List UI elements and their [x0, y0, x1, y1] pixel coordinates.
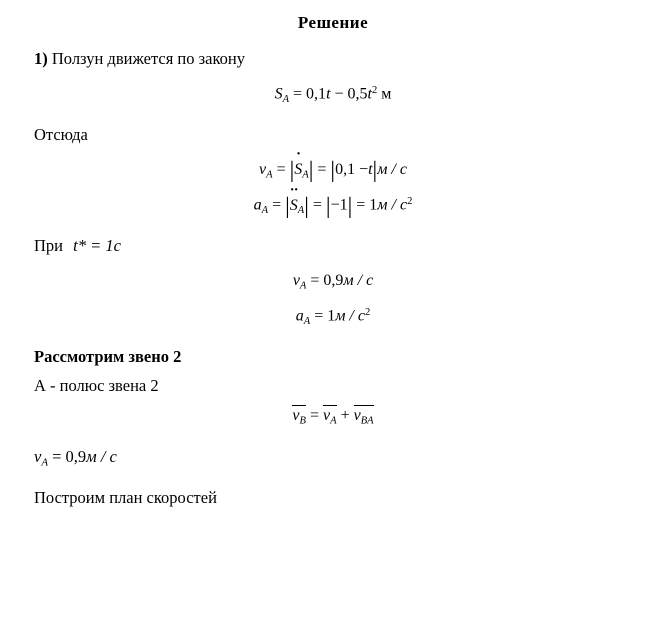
abs-bar-open-2: |	[330, 157, 336, 184]
eq3-pow: 2	[407, 196, 413, 208]
paragraph-build-velocity-plan: Построим план скоростей	[34, 488, 217, 508]
eq4-rhs: = 0,9	[310, 272, 344, 290]
abs-bar-open: |	[289, 157, 295, 184]
eq3-equals-2: =	[312, 196, 322, 214]
eq1-t1: t	[326, 85, 331, 103]
eq5-rhs: = 1	[314, 307, 336, 325]
eq6-vector-vba	[354, 405, 374, 426]
equation-velocity-A-value	[0, 272, 666, 291]
abs-bar-open-4: |	[325, 192, 331, 219]
eq3-inner-var: ·· S	[290, 197, 298, 215]
eq6-sub2: A	[330, 415, 337, 427]
eq1-rhs-b: − 0,5	[334, 85, 368, 103]
eq2-equals-2: =	[317, 160, 327, 178]
eq5-pow: 2	[364, 307, 371, 319]
eq2-inner-var: · S	[294, 161, 302, 179]
abs-bar-close-4: |	[347, 192, 353, 219]
equation-displacement	[0, 85, 666, 105]
equation-velocity-A	[0, 157, 666, 184]
document-page	[0, 13, 666, 628]
eq3-equals-3: = 1	[356, 196, 378, 214]
eq3-equals-1: =	[272, 196, 282, 214]
eq2-t: t	[368, 160, 373, 178]
paragraph-law-of-motion	[0, 49, 666, 69]
eq6-v3: v	[353, 407, 361, 425]
eq7-rhs: = 0,9	[52, 446, 87, 466]
eq4-unit: м / с	[343, 272, 374, 290]
eq6-v2: v	[323, 407, 331, 425]
abs-bar-close-3: |	[304, 192, 309, 219]
eq7-sub: A	[41, 456, 48, 469]
eq2-sub: A	[266, 169, 273, 181]
eq3-var: a	[253, 196, 262, 214]
eq7-unit: м / с	[86, 446, 117, 466]
eq3-unit: м / с	[377, 196, 408, 214]
eq1-t2: t	[367, 85, 372, 103]
eq4-sub: A	[299, 280, 307, 292]
heading-consider-link-2: Рассмотрим звено 2	[34, 347, 182, 367]
paragraph-at-time	[0, 236, 666, 256]
eq1-unit: м	[381, 85, 392, 103]
eq5-unit: м / с	[335, 307, 365, 325]
eq2-var: v	[259, 160, 267, 178]
paragraph-at-time-label: При	[34, 236, 63, 256]
eq6-vector-va	[323, 405, 337, 426]
equation-acceleration-A-value	[0, 307, 666, 327]
eq6-equals: =	[309, 407, 319, 425]
eq6-sub1: B	[299, 415, 306, 427]
eq3-inner-sub: A	[297, 205, 305, 217]
item-number: 1)	[34, 49, 48, 68]
eq4-var: v	[292, 272, 300, 290]
eq2-value: 0,1 −	[335, 160, 369, 178]
eq1-sub: A	[282, 93, 290, 105]
equation-acceleration-A	[0, 192, 666, 219]
equation-velocity-A-repeat	[0, 447, 666, 468]
paragraph-hence: Отсюда	[34, 124, 88, 144]
eq5-var: a	[295, 307, 304, 325]
paragraph-pole-of-link-2: А - полюс звена 2	[34, 376, 159, 396]
paragraph-at-time-math: t* = 1с	[73, 236, 121, 256]
eq6-vector-vb	[292, 405, 306, 426]
paragraph-text: Ползун движется по закону	[51, 49, 245, 68]
abs-bar-close: |	[308, 157, 314, 184]
abs-bar-close-2: |	[372, 157, 378, 184]
eq1-rhs-a: = 0,1	[293, 85, 327, 103]
equation-vector-sum	[0, 405, 666, 426]
eq2-equals-1: =	[276, 160, 286, 178]
eq3-value: −1	[330, 196, 348, 214]
eq3-sub: A	[261, 205, 269, 217]
eq7-var: v	[34, 446, 42, 466]
eq2-inner-sub: A	[302, 169, 309, 181]
eq1-pow: 2	[372, 85, 378, 96]
eq6-plus: +	[340, 407, 350, 425]
abs-bar-open-3: |	[285, 192, 290, 219]
eq6-v1: v	[292, 407, 300, 425]
eq5-sub: A	[303, 316, 311, 328]
page-title: Решение	[297, 13, 369, 32]
eq6-sub3: BA	[360, 415, 374, 427]
eq2-unit: м / с	[377, 160, 407, 178]
eq1-var: S	[274, 85, 283, 103]
